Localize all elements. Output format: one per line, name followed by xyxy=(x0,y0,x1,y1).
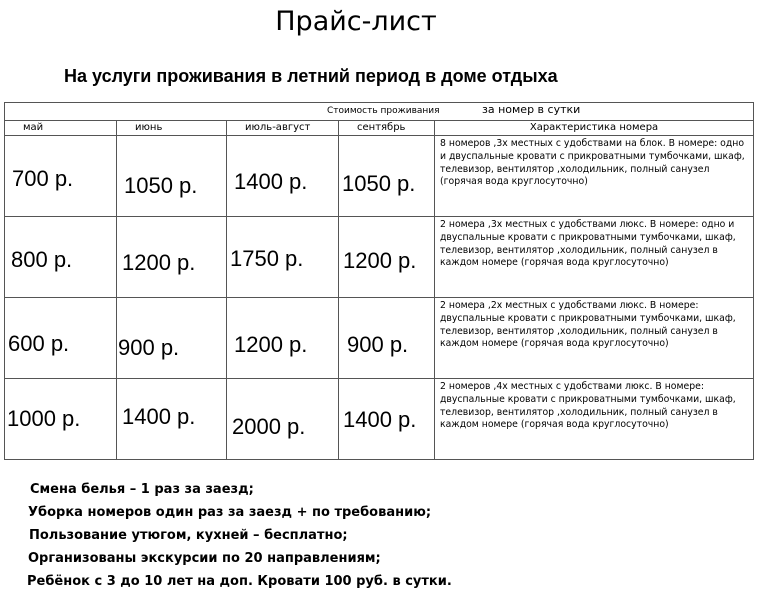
page-title: Прайс-лист xyxy=(275,6,437,37)
description-cell xyxy=(435,379,754,460)
table-row xyxy=(5,379,754,460)
price-cell xyxy=(227,298,339,379)
note-item: Организованы экскурсии по 20 направлениям; xyxy=(28,551,381,566)
price-value: 800 р. xyxy=(11,247,73,272)
price-value: 700 р. xyxy=(12,166,74,191)
room-description: 2 номеров ,4х местных с удобствами люкс. В номере: двуспальные кровати с прикроватными тумбочками, шкаф, телевизор, вентилятор ,холодильник, полный санузел в каждом номере (горячая вода круглосуточно) xyxy=(440,381,736,431)
note-item: Ребёнок с 3 до 10 лет на доп. Кровати 100 руб. в сутки. xyxy=(27,574,452,589)
month-header-may: май xyxy=(5,121,117,136)
price-value: 1050 р. xyxy=(342,171,416,196)
table-row xyxy=(5,217,754,298)
price-cell xyxy=(117,217,227,298)
price-value: 1400 р. xyxy=(234,169,308,194)
price-value: 900 р. xyxy=(118,335,180,360)
price-value: 900 р. xyxy=(347,332,409,357)
price-value: 1200 р. xyxy=(122,250,196,275)
price-cell xyxy=(5,136,117,217)
price-cell xyxy=(227,217,339,298)
cost-header: Стоимость проживания xyxy=(327,106,440,116)
price-cell xyxy=(117,136,227,217)
month-header-september: сентябрь xyxy=(339,121,435,136)
month-header-row xyxy=(5,121,754,136)
price-cell xyxy=(227,379,339,460)
description-cell xyxy=(435,217,754,298)
price-value: 1200 р. xyxy=(343,248,417,273)
price-value: 600 р. xyxy=(8,331,70,356)
table-row xyxy=(5,136,754,217)
price-value: 1050 р. xyxy=(124,173,198,198)
price-cell xyxy=(227,136,339,217)
room-description: 2 номера ,2х местных с удобствами люкс. В номере: двуспальные кровати с прикроватными тумбочками, шкаф, телевизор, вентилятор ,холодильник, полный санузел в каждом номере (горячая вода круглосуточно) xyxy=(440,300,736,350)
price-cell xyxy=(5,298,117,379)
price-value: 2000 р. xyxy=(232,414,306,439)
room-description: 8 номеров ,3х местных с удобствами на блок. В номере: одно и двуспальные кровати с прикроватными тумбочками, шкаф, телевизор, вентилятор ,холодильник, полный санузел (горячая вода круглосуточно) xyxy=(440,138,745,188)
price-value: 1750 р. xyxy=(230,246,304,271)
price-cell xyxy=(339,298,435,379)
month-header-july-august: июль-август xyxy=(227,121,339,136)
price-cell xyxy=(5,217,117,298)
cost-header-row xyxy=(5,103,754,121)
price-cell xyxy=(5,379,117,460)
price-cell xyxy=(117,298,227,379)
price-cell xyxy=(339,379,435,460)
room-description: 2 номера ,3х местных с удобствами люкс. В номере: одно и двуспальные кровати с прикроватными тумбочками, шкаф, телевизор, вентилятор ,холодильник, полный санузел в каждом номере (горячая вода круглосуточно) xyxy=(440,219,736,269)
page-subtitle: На услуги проживания в летний период в доме отдыха xyxy=(64,66,558,86)
per-room-header: за номер в сутки xyxy=(482,103,581,116)
price-cell xyxy=(339,136,435,217)
notes-list xyxy=(27,478,452,593)
note-item: Пользование утюгом, кухней – бесплатно; xyxy=(29,528,348,543)
description-cell xyxy=(435,298,754,379)
price-value: 1000 р. xyxy=(7,406,81,431)
description-cell xyxy=(435,136,754,217)
price-cell xyxy=(339,217,435,298)
note-item: Смена белья – 1 раз за заезд; xyxy=(30,482,254,497)
price-cell xyxy=(117,379,227,460)
note-item: Уборка номеров один раз за заезд + по требованию; xyxy=(28,505,432,520)
table-row xyxy=(5,298,754,379)
characteristics-header: Характеристика номера xyxy=(435,121,754,136)
price-value: 1200 р. xyxy=(234,332,308,357)
month-header-june: июнь xyxy=(117,121,227,136)
price-value: 1400 р. xyxy=(343,407,417,432)
price-value: 1400 р. xyxy=(122,404,196,429)
price-table xyxy=(4,102,754,460)
